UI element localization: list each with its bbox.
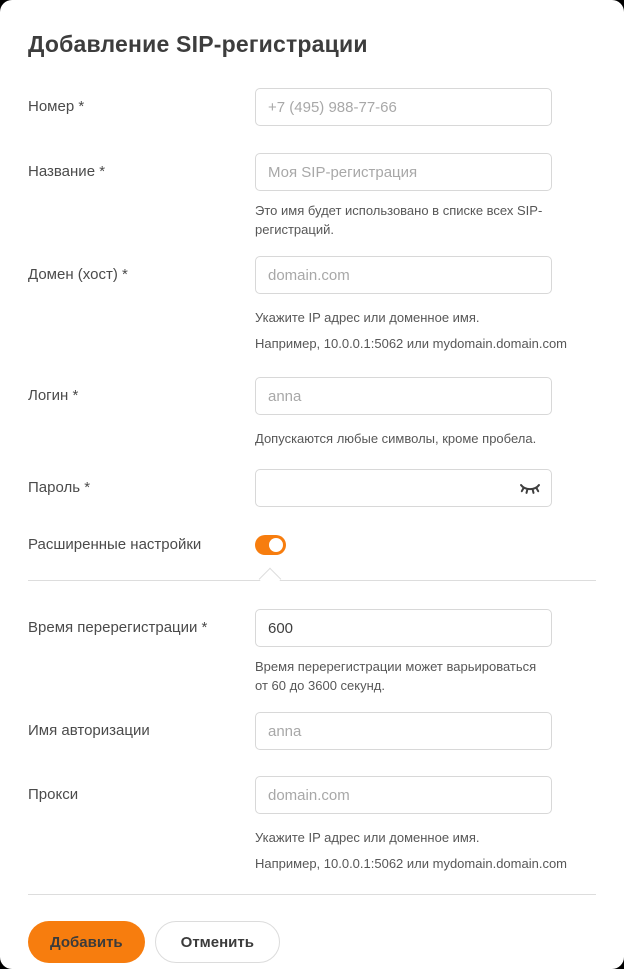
advanced-settings-row (28, 535, 596, 555)
password-label: Пароль * (28, 479, 91, 496)
proxy-help-2: Например, 10.0.0.1:5062 или mydomain.domain.com (255, 856, 568, 871)
field-row-proxy (28, 776, 596, 873)
domain-label: Домен (хост) * (28, 266, 128, 283)
reregistration-input[interactable] (255, 609, 552, 647)
proxy-input[interactable] (255, 776, 552, 814)
proxy-help-1: Укажите IP адрес или доменное имя. (255, 830, 480, 845)
name-label: Название * (28, 163, 106, 180)
name-input[interactable] (255, 153, 552, 191)
login-label: Логин * (28, 387, 79, 404)
domain-input[interactable] (255, 256, 552, 294)
field-row-auth-name (28, 712, 596, 750)
field-row-password (28, 469, 596, 507)
advanced-settings-label: Расширенные настройки (28, 536, 202, 553)
domain-help-1: Укажите IP адрес или доменное имя. (255, 310, 480, 325)
proxy-label: Прокси (28, 786, 79, 803)
field-row-login (28, 377, 596, 448)
number-label: Номер * (28, 98, 85, 115)
auth-name-label: Имя авторизации (28, 722, 150, 739)
toggle-knob (269, 538, 283, 552)
number-input[interactable] (255, 88, 552, 126)
login-input[interactable] (255, 377, 552, 415)
password-input[interactable] (255, 469, 552, 507)
field-row-name (28, 153, 596, 239)
cancel-button[interactable]: Отменить (155, 921, 280, 963)
caret-up-notch (259, 568, 282, 591)
closed-eye-icon[interactable] (518, 477, 542, 499)
advanced-settings-toggle[interactable] (255, 535, 286, 555)
field-row-reregistration (28, 609, 596, 695)
field-row-number (28, 88, 596, 126)
section-divider (28, 580, 596, 581)
form-actions (28, 921, 596, 963)
field-row-domain (28, 256, 596, 353)
page-title: Добавление SIP-регистрации (28, 31, 368, 57)
name-help: Это имя будет использовано в списке всех SIP- регистраций. (255, 203, 543, 237)
reregistration-label: Время перерегистрации * (28, 619, 208, 636)
auth-name-input[interactable] (255, 712, 552, 750)
login-help: Допускаются любые символы, кроме пробела. (255, 431, 537, 446)
footer-divider (28, 894, 596, 895)
reregistration-help: Время перерегистрации может варьироваться от 60 до 3600 секунд. (255, 659, 537, 693)
domain-help-2: Например, 10.0.0.1:5062 или mydomain.domain.com (255, 336, 568, 351)
add-button[interactable]: Добавить (28, 921, 145, 963)
